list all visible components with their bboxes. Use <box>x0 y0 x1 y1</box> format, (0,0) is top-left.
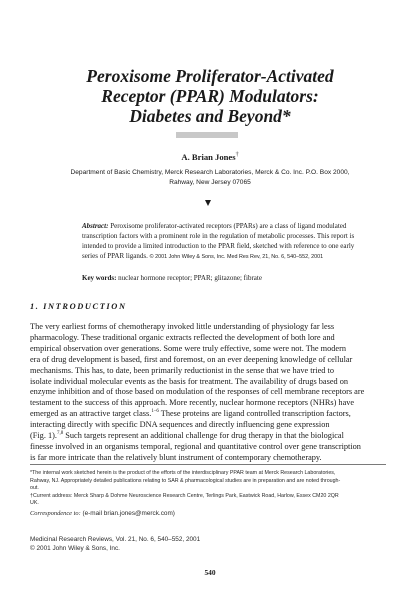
keywords-label: Key words: <box>82 274 117 282</box>
abstract-line <box>82 251 382 262</box>
journal-info <box>30 535 200 553</box>
body-line: enzyme inhibition and of those based on modulation of the responses of cell membrane receptors are <box>30 387 365 397</box>
body-line: empirical observation over generations. Some were truly effective, some were not. The modern <box>30 343 347 353</box>
footnote-line: UK. <box>30 500 39 507</box>
body-line: The very earliest forms of chemotherapy invoked little understanding of physiology far less <box>30 322 335 331</box>
footnote-divider <box>30 464 386 465</box>
correspondence-email: (e-mail brian.jones@merck.com) <box>82 509 175 517</box>
body-line: interacting directly with specific DNA sequences and directly influencing gene expression <box>30 420 330 430</box>
journal-copyright: © 2001 John Wiley & Sons, Inc. <box>30 545 120 552</box>
journal-citation: Medicinal Research Reviews, Vol. 21, No. 6, 540–552, 2001 <box>30 536 201 543</box>
author-name <box>0 152 420 162</box>
footnote-line: out. <box>30 485 39 492</box>
section-body <box>30 322 386 464</box>
body-line: pharmacology. These traditional organic extracts reflected the development of both lore and <box>30 332 335 342</box>
triangle-marker-icon <box>205 200 211 206</box>
affiliation-line: Department of Basic Chemistry, Merck Research Laboratories, Merck & Co. Inc. P.O. Box 2000, <box>70 169 350 176</box>
body-line: testament to the success of this approach. More recently, nuclear hormone receptors (NHRs) have <box>30 398 355 408</box>
body-line: mechanisms. This has, to date, been primarily reductionist in the sense that we have tried to <box>30 365 334 375</box>
body-line: era of drug development is based, first and foremost, on an ever deepening knowledge of cellular <box>30 354 353 364</box>
article-title <box>40 66 380 126</box>
body-line <box>30 431 386 442</box>
title-line: Peroxisome Proliferator-Activated <box>86 66 334 86</box>
correspondence-line <box>30 508 390 519</box>
abstract-line: transcription factors with a prominent role in the regulation of metabolic processes. This report is <box>82 232 355 240</box>
body-text-segment: (Fig. 1). <box>30 431 57 441</box>
title-line: Diabetes and Beyond* <box>129 106 291 126</box>
abstract-line <box>82 221 382 231</box>
body-text-segment: These proteins are ligand controlled transcription factors, <box>158 409 351 419</box>
body-line <box>30 409 386 420</box>
abstract-copyright: © 2001 John Wiley & Sons, Inc. Med Res Rev, 21, No. 6, 540–552, 2001 <box>149 254 324 260</box>
keywords-text: nuclear hormone receptor; PPAR; glitazone; fibrate <box>118 274 262 282</box>
affiliation-line: Rahway, New Jersey 07065 <box>169 179 251 186</box>
footnote-line: *The internal work sketched herein is the product of the efforts of the interdisciplinary PPAR team at Merck Research Laboratories, <box>30 470 336 476</box>
title-line: Receptor (PPAR) Modulators: <box>101 86 319 106</box>
author-name-text: A. Brian Jones <box>181 152 236 162</box>
abstract-text: Peroxisome proliferator-activated receptors (PPARs) are a class of ligand modulated <box>110 222 347 230</box>
body-text-segment: Such targets represent an additional challenge for drug therapy in that the biological <box>63 431 344 441</box>
citation-ref: 1–6 <box>151 409 159 415</box>
body-text-segment: emerged as an attractive target class. <box>30 409 152 419</box>
abstract-text: series of PPAR ligands. <box>82 252 148 260</box>
abstract-block <box>82 221 382 262</box>
author-footnote-marker: † <box>235 152 239 159</box>
body-line: finesse involved in an organisms temporal, regional and quantitative control over gene transcription <box>30 441 361 451</box>
footnotes-block <box>30 470 390 519</box>
keywords-line <box>82 273 382 283</box>
citation-ref: 7,8 <box>56 431 64 437</box>
section-heading: 1. INTRODUCTION <box>30 302 127 311</box>
footnote-line: Rahway, NJ. Appropriately detailed publications relating to SAR & pharmacological studies are in preparation and are noted through- <box>30 477 341 484</box>
correspondence-label: Correspondence to: <box>30 509 81 517</box>
abstract-line: intended to provide a limited introduction to the PPAR field, sketched with reference to one early <box>82 242 355 250</box>
abstract-label: Abstract: <box>82 222 109 230</box>
title-divider-bar <box>176 132 238 138</box>
author-affiliation <box>30 168 390 188</box>
footnote-line: †Current address: Merck Sharp & Dohme Neuroscience Research Centre, Terlings Park, Eastwick Road, Harlow, Essex CM20 2QR <box>30 492 339 499</box>
page-number: 540 <box>204 568 216 577</box>
body-line: is far more intricate than the relatively blunt instrument of contemporary chemotherapy. <box>30 452 322 462</box>
body-line: isolate individual molecular events as the basis for treatment. The availability of drugs based on <box>30 376 349 386</box>
